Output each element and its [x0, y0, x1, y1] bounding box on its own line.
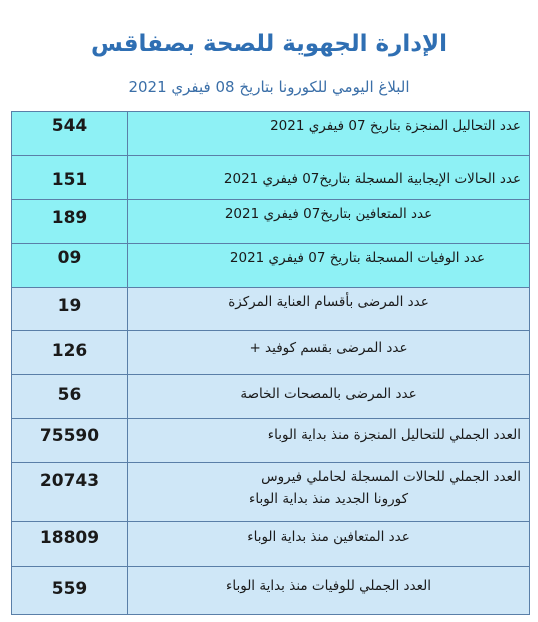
label-recovered-today: عدد المتعافين بتاريخ07 فيفري 2021: [128, 200, 530, 243]
value-covid-ward: 126: [12, 331, 128, 374]
stats-table: [11, 111, 530, 615]
label-deaths-today: عدد الوفيات المسجلة بتاريخ 07 فيفري 2021: [128, 244, 530, 287]
table-row-total-recovered: [12, 522, 530, 567]
label-total-deaths: العدد الجملي للوفيات منذ بداية الوباء: [128, 567, 530, 614]
value-private-clinics: 56: [12, 375, 128, 418]
value-icu: 19: [12, 288, 128, 330]
table-row-deaths-today: [12, 244, 530, 288]
value-total-deaths: 559: [12, 567, 128, 614]
page-title: الإدارة الجهوية للصحة بصفاقس: [90, 31, 448, 57]
page-subtitle: البلاغ اليومي للكورونا بتاريخ 08 فيفري 2021: [128, 78, 410, 96]
label-total-cases: [128, 463, 530, 521]
value-total-recovered: 18809: [12, 522, 128, 566]
label-covid-ward: عدد المرضى بقسم كوفيد +: [128, 331, 530, 374]
label-total-tests: العدد الجملي للتحاليل المنجزة منذ بداية الوباء: [128, 419, 530, 462]
label-positive-today: عدد الحالات الإيجابية المسجلة بتاريخ07 فيفري 2021: [128, 156, 530, 199]
table-row-icu: [12, 288, 530, 331]
value-tests-today: 544: [12, 112, 128, 155]
label-total-recovered: عدد المتعافين منذ بداية الوباء: [128, 522, 530, 566]
label-private-clinics: عدد المرضى بالمصحات الخاصة: [128, 375, 530, 418]
table-row-positive-today: [12, 156, 530, 200]
table-row-covid-ward: [12, 331, 530, 375]
label-total-cases-line2: كورونا الجديد منذ بداية الوباء: [248, 491, 409, 507]
table-row-total-cases: [12, 463, 530, 522]
table-row-tests-today: [12, 112, 530, 156]
table-row-recovered-today: [12, 200, 530, 244]
value-deaths-today: 09: [12, 244, 128, 287]
value-positive-today: 151: [12, 156, 128, 199]
value-recovered-today: 189: [12, 200, 128, 243]
value-total-cases: 20743: [12, 463, 128, 521]
table-row-total-tests: [12, 419, 530, 463]
table-row-private-clinics: [12, 375, 530, 419]
label-total-cases-line1: العدد الجملي للحالات المسجلة لحاملي فيروس: [261, 469, 521, 485]
label-icu: عدد المرضى بأقسام العناية المركزة: [128, 288, 530, 330]
value-total-tests: 75590: [12, 419, 128, 462]
label-tests-today: عدد التحاليل المنجزة بتاريخ 07 فيفري 2021: [128, 112, 530, 155]
table-row-total-deaths: [12, 567, 530, 615]
